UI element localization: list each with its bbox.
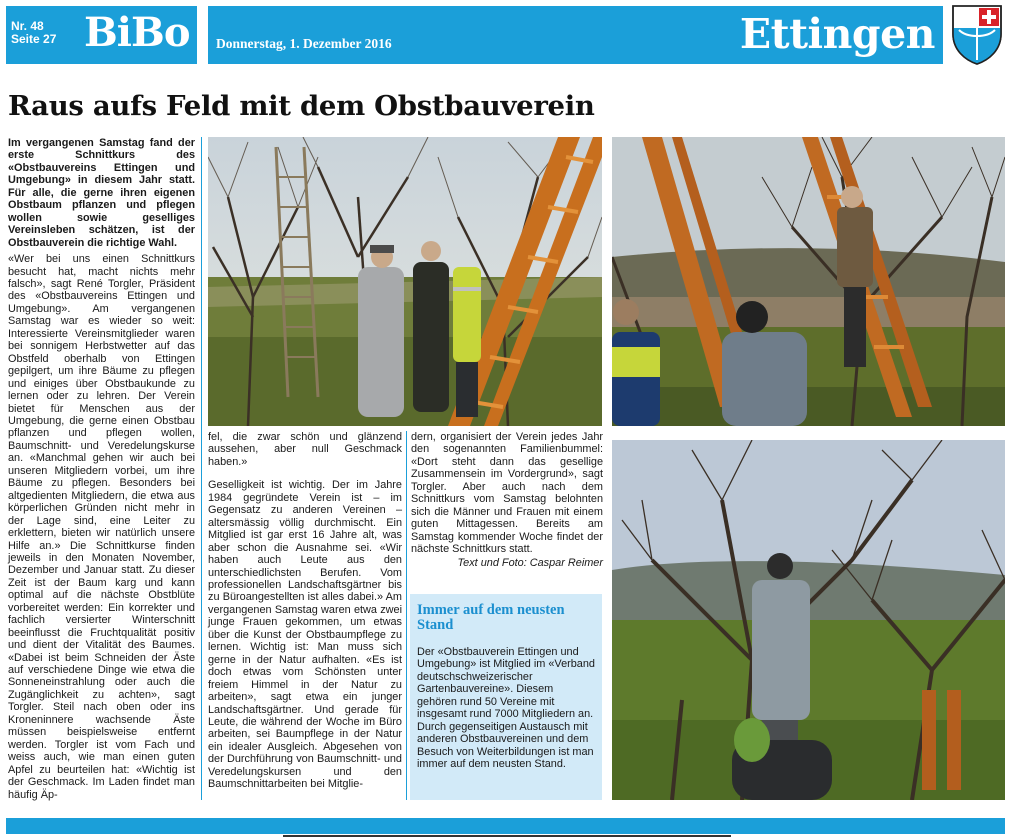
bibo-logo xyxy=(84,9,190,57)
article-body-3: dern, organisiert der Verein jedes Jahr den sogenannten Familienbummel: «Dort steht dann das gesellige Zusammensein im Vordergrund», sagt Torgler. Aber auch nach dem Schnittkurs vom Samstag belohnten sich die Männer und Frauen mit einem guten Mittagessen. Bereits am Samstag kommender Woche findet der nächste Schnittkurs statt. xyxy=(411,431,603,556)
footer-rule xyxy=(283,835,731,837)
photo-pruning-tree xyxy=(612,440,1005,800)
article-body-2a: fel, die zwar schön und glänzend aussehen, aber null Geschmack haben.» xyxy=(208,431,402,468)
info-box xyxy=(410,594,602,800)
column-divider xyxy=(201,137,202,800)
article-column-1 xyxy=(8,137,195,801)
column-divider-2 xyxy=(406,431,407,800)
info-box-text-2: Durch gegenseitigen Austausch mit anderen Obstbauvereinen und dem Besuch von Weiterbildungen ist man immer auf dem neusten Stand. xyxy=(417,720,594,771)
article-body-1: «Wer bei uns einen Schnittkurs besucht hat, macht nichts mehr falsch», sagt René Torgler, Präsident des «Obstbauvereins Ettingen und Umgebung». Am vergangenen Samstag war es wieder so weit: Interessierte Vereinsmitglieder waren bei sonnigem Herbstwetter auf das Obstfeld oberhalb von Ettingen gepilgert, um ihre Bäume zu pflegen und einiges über Obstbaukunde zu lernen oder zu lehren. Der Verein bietet für Menschen aus der Umgebung, die gerne einen Obstbau pflanzen und pflegen wollen, Baumschnitt- und Veredelungskurse an. «Manchmal gehen wir auch bei unseren Mitgliedern vorbei, um ihre Bäume zu pflegen. Besonders bei altgedienten Mitgliedern, die etwa aus körperlichen Gründen nicht mehr in der Lage sind, eine Leiter zu erklettern, bieten wir natürlich unsere Hilfe an.» Die Schnittkurse finden jeweils in den Monaten November, Dezember und Januar statt. Zu dieser Zeit ist der Baum karg und kann optimal auf die nächste Obstblüte vorbereitet werden: Ein korrekter und fachlich versierter Winterschnitt beeinflusst die Fruchtqualität positiv und dient der Vitalität des Baumes. «Dabei ist beim Schneiden der Äste auf verschiedene Dinge wie etwa die Sonneneinstrahlung oder auch die Zugänglichkeit zu achten», sagt Torgler. Steil nach oben oder ins Kroneninnere wachsende Äste müssen beispielsweise entfernt werden. Torgler ist vom Fach und weiss auch, wie man einen guten Apfel zu beurteilen hat: «Wichtig ist der Geschmack. Im Laden findet man häufig Äp- xyxy=(8,253,195,801)
page-number: Seite 27 xyxy=(11,32,57,46)
article-headline: Raus aufs Feld mit dem Obstbauverein xyxy=(8,90,595,122)
photo-ladder-orchard xyxy=(208,137,602,426)
coat-of-arms-icon xyxy=(951,4,1003,66)
info-box-title: Immer auf dem neusten Stand xyxy=(417,602,565,633)
article-column-3 xyxy=(411,431,603,569)
issue-date: Donnerstag, 1. Dezember 2016 xyxy=(216,36,392,51)
issue-info xyxy=(11,20,56,46)
logo-part-bi: Bi xyxy=(84,9,132,56)
article-body-2b: Geselligkeit ist wichtig. Der im Jahre 1984 gegründete Verein ist – im Gegensatz zu anderen Vereinen – altersmässig völlig durchmischt. Ein Mitglied ist gar erst 16 Jahre alt, was aber schon die Ausnahme sei. «Wir haben auch Leute aus den unterschiedlichsten Berufen. Vom professionellen Landschaftsgärtner bis zu Büroangestellten ist alles dabei.» Am vergangenen Samstag waren etwa zwei junge Frauen gekommen, um etwas über die Kunst der Obstbaumpflege zu lernen. Wichtig ist: Man muss sich gerne in der Natur aufhalten. «Es ist doch etwas vom Schönsten unter freiem Himmel in der Natur zu arbeiten», sagt etwa ein junger Landschaftsgärtner. Und gerade für Leute, die während der Woche im Büro arbeiten, sei Baumpflege in der Natur ein idealer Ausgleich. Abgesehen von der Durchführung von Baumschnitt- und Veredelungskursen und den Baumschnittarbeiten bei Mitglie- xyxy=(208,479,402,791)
footer-bar xyxy=(6,818,1005,834)
date-town-box xyxy=(208,6,943,64)
info-box-text-1: Der «Obstbauverein Ettingen und Umgebung» ist Mitglied im «Verband deutschschweizerischer Gartenbauvereine». Diesem gehören rund 50 Vereine mit insgesamt rund 7000 Mitgliedern an. xyxy=(417,646,595,721)
town-name: Ettingen xyxy=(739,10,935,58)
logo-part-bo: Bo xyxy=(131,9,190,56)
page-header xyxy=(6,6,1007,66)
photo-credit: Text und Foto: Caspar Reimer xyxy=(457,556,603,569)
photo-man-on-ladder xyxy=(612,137,1005,426)
article-column-2 xyxy=(208,431,402,791)
article-lead: Im vergangenen Samstag fand der erste Schnittkurs des «Obstbauvereins Ettingen und Umgebung» in diesem Jahr statt. Für alle, die gerne ihren eigenen Obstbaum pflanzen und pflegen wollen sowie geselliges Vereinsleben schätzen, ist der Obstbauverein die richtige Wahl. xyxy=(8,137,195,249)
issue-number: Nr. 48 xyxy=(11,19,44,33)
masthead-box xyxy=(6,6,197,64)
